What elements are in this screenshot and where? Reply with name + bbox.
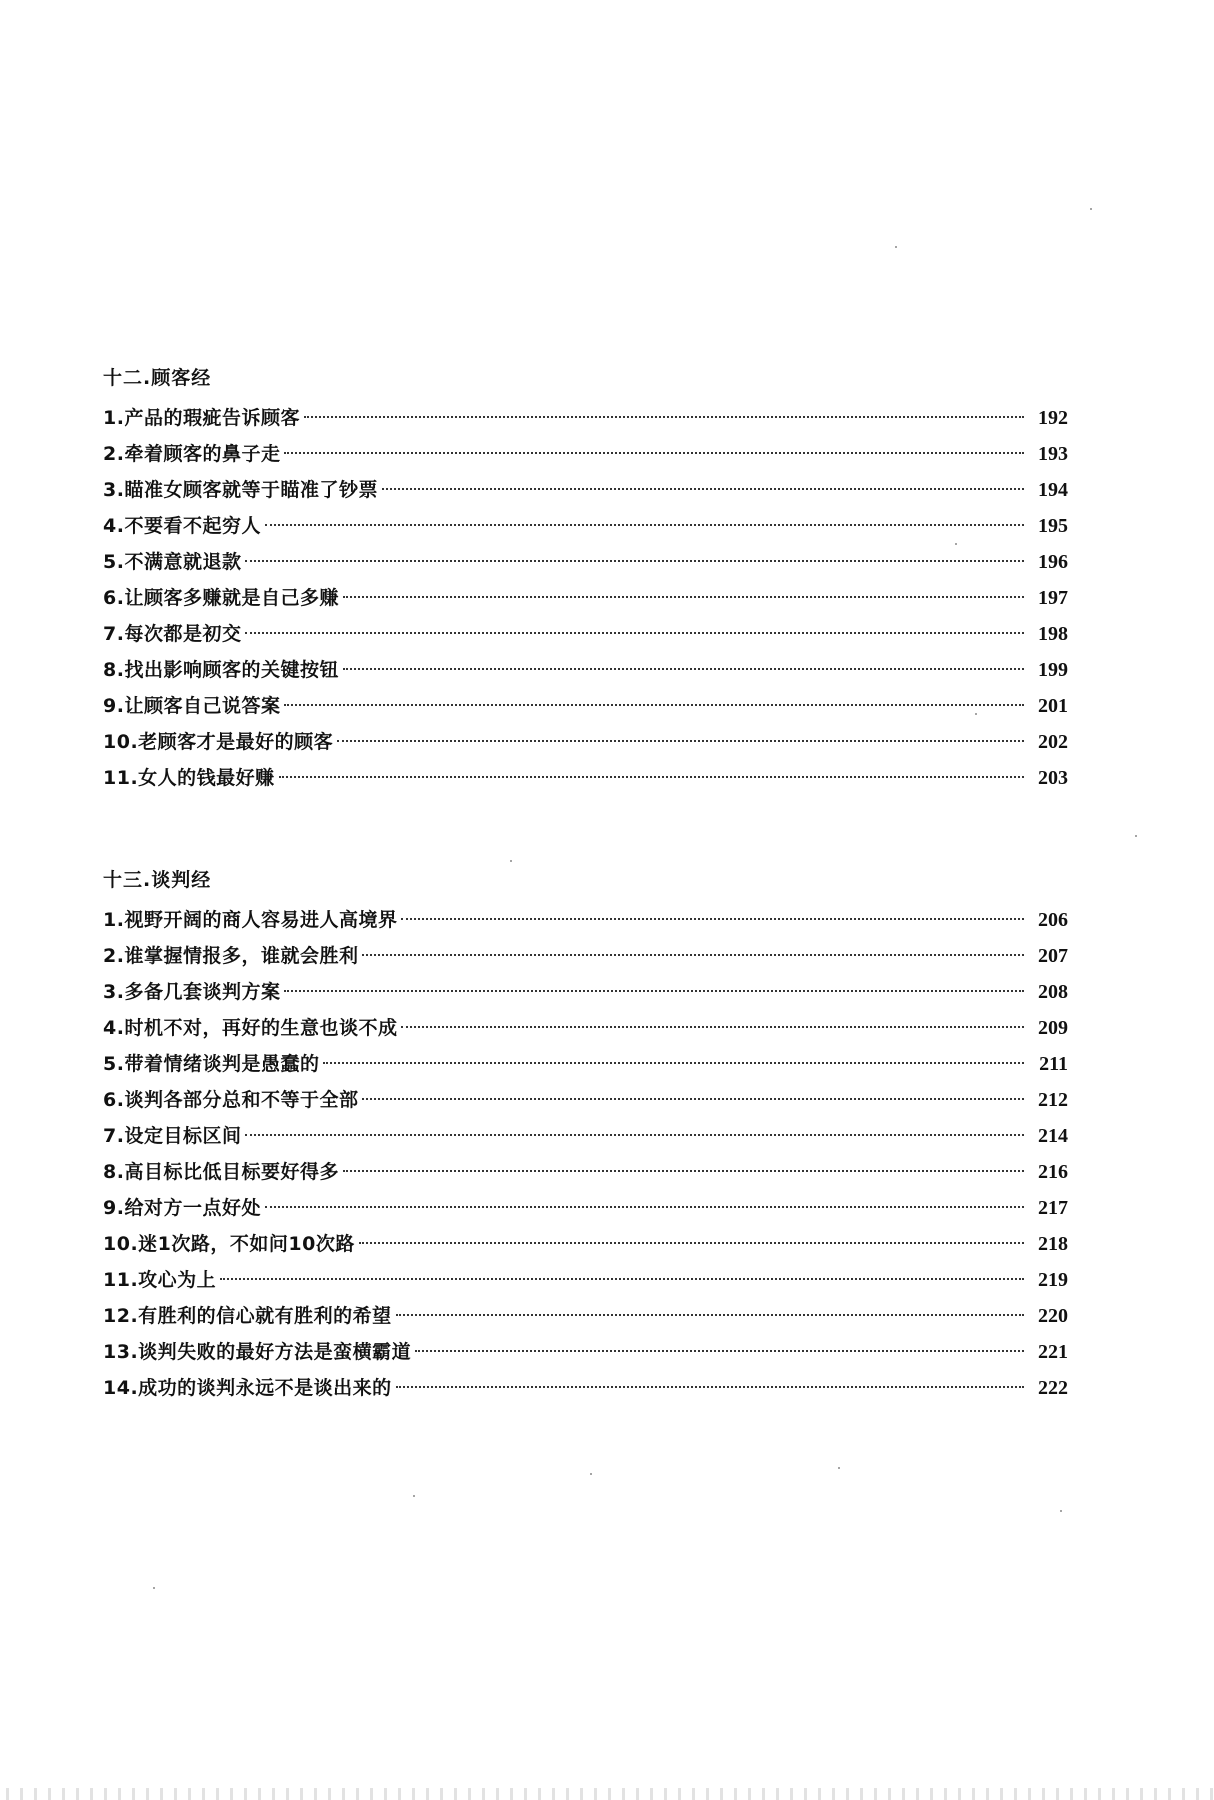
toc-entry-page-number: 206 [1038,909,1068,931]
toc-entry-page-number: 209 [1038,1017,1068,1039]
toc-entry-title: 11.攻心为上 [103,1269,217,1291]
dot-leader [343,1170,1024,1172]
toc-entry-title: 3.多备几套谈判方案 [103,981,281,1003]
dot-leader [245,560,1024,562]
toc-entry [103,1226,1068,1262]
dot-leader [245,1134,1024,1136]
dot-leader [337,740,1024,742]
scan-speck [1060,1510,1062,1512]
toc-entry-page-number: 194 [1038,479,1068,501]
toc-entry [103,1298,1068,1334]
toc-entry [103,1154,1068,1190]
toc-entry-title: 2.谁掌握情报多，谁就会胜利 [103,945,359,967]
toc-section-negotiation [103,865,1068,1406]
dot-leader [343,668,1024,670]
dot-leader [343,596,1024,598]
scan-edge-band [0,1788,1214,1800]
toc-entry [103,1118,1068,1154]
toc-entry-title: 10.迷1次路，不如问10次路 [103,1233,355,1255]
dot-leader [304,416,1024,418]
toc-entry-title: 12.有胜利的信心就有胜利的希望 [103,1305,392,1327]
toc-entry-page-number: 192 [1038,407,1068,429]
toc-entry-page-number: 193 [1038,443,1068,465]
dot-leader [362,954,1024,956]
toc-entry-page-number: 219 [1038,1269,1068,1291]
toc-entry-title: 8.找出影响顾客的关键按钮 [103,659,339,681]
dot-leader [401,1026,1024,1028]
toc-entry [103,724,1068,760]
scan-speck [590,1473,592,1475]
toc-entry-page-number: 195 [1038,515,1068,537]
toc-section-customers [103,363,1068,796]
toc-entry-page-number: 212 [1038,1089,1068,1111]
toc-entry-page-number: 196 [1038,551,1068,573]
scan-speck [153,1587,155,1589]
toc-entry-page-number: 217 [1038,1197,1068,1219]
toc-entry [103,652,1068,688]
toc-entry [103,400,1068,436]
toc-entry-list [103,902,1068,1406]
toc-entry [103,436,1068,472]
dot-leader [359,1242,1024,1244]
toc-entry-page-number: 211 [1039,1053,1068,1075]
dot-leader [382,488,1024,490]
toc-entry [103,760,1068,796]
toc-entry-title: 13.谈判失败的最好方法是蛮横霸道 [103,1341,412,1363]
section-heading: 十二.顾客经 [103,367,212,389]
toc-entry-title: 5.不满意就退款 [103,551,242,573]
toc-entry-title: 6.让顾客多赚就是自己多赚 [103,587,339,609]
toc-entry-title: 8.高目标比低目标要好得多 [103,1161,339,1183]
toc-entry-page-number: 199 [1038,659,1068,681]
toc-entry [103,902,1068,938]
dot-leader [396,1386,1024,1388]
toc-entry-title: 14.成功的谈判永远不是谈出来的 [103,1377,392,1399]
toc-entry [103,544,1068,580]
toc-entry-title: 1.视野开阔的商人容易进人高境界 [103,909,398,931]
toc-entry-page-number: 201 [1038,695,1068,717]
dot-leader [396,1314,1024,1316]
toc-entry [103,974,1068,1010]
toc-entry-page-number: 207 [1038,945,1068,967]
toc-entry-title: 3.瞄准女顾客就等于瞄准了钞票 [103,479,378,501]
toc-entry [103,1370,1068,1406]
toc-entry [103,1262,1068,1298]
dot-leader [284,704,1024,706]
dot-leader [415,1350,1024,1352]
toc-entry-title: 4.不要看不起穷人 [103,515,261,537]
toc-entry-page-number: 221 [1038,1341,1068,1363]
toc-entry-page-number: 218 [1038,1233,1068,1255]
toc-entry-page-number: 202 [1038,731,1068,753]
toc-entry [103,688,1068,724]
toc-entry-page-number: 203 [1038,767,1068,789]
toc-entry-title: 9.让顾客自己说答案 [103,695,281,717]
scan-speck [838,1467,840,1469]
dot-leader [362,1098,1024,1100]
dot-leader [220,1278,1024,1280]
toc-entry [103,1082,1068,1118]
scan-speck [975,713,977,715]
toc-entry-title: 2.牵着顾客的鼻子走 [103,443,281,465]
toc-entry [103,580,1068,616]
dot-leader [284,452,1024,454]
scan-speck [895,246,897,248]
toc-entry-title: 9.给对方一点好处 [103,1197,261,1219]
toc-entry-page-number: 220 [1038,1305,1068,1327]
dot-leader [401,918,1024,920]
dot-leader [284,990,1024,992]
scan-speck [1090,208,1092,210]
toc-entry [103,616,1068,652]
scan-speck [955,543,957,545]
toc-entry-title: 11.女人的钱最好赚 [103,767,275,789]
toc-entry-title: 5.带着情绪谈判是愚蠢的 [103,1053,320,1075]
toc-entry-page-number: 214 [1038,1125,1068,1147]
scan-speck [510,860,512,862]
toc-entry [103,1190,1068,1226]
toc-entry-title: 7.每次都是初交 [103,623,242,645]
toc-entry [103,1046,1068,1082]
toc-entry-page-number: 222 [1038,1377,1068,1399]
dot-leader [323,1062,1024,1064]
dot-leader [265,524,1024,526]
toc-entry-page-number: 198 [1038,623,1068,645]
toc-entry-page-number: 216 [1038,1161,1068,1183]
scan-speck [1135,835,1137,837]
toc-entry-title: 10.老顾客才是最好的顾客 [103,731,334,753]
dot-leader [245,632,1024,634]
toc-entry-list [103,400,1068,796]
section-heading: 十三.谈判经 [103,869,212,891]
toc-entry [103,1334,1068,1370]
toc-entry-title: 6.谈判各部分总和不等于全部 [103,1089,359,1111]
toc-entry [103,508,1068,544]
toc-entry-title: 1.产品的瑕疵告诉顾客 [103,407,300,429]
dot-leader [279,776,1024,778]
toc-entry-page-number: 197 [1038,587,1068,609]
toc-entry [103,938,1068,974]
toc-entry-page-number: 208 [1038,981,1068,1003]
toc-entry-title: 4.时机不对，再好的生意也谈不成 [103,1017,398,1039]
scan-speck [413,1495,415,1497]
toc-entry [103,472,1068,508]
dot-leader [265,1206,1024,1208]
toc-entry-title: 7.设定目标区间 [103,1125,242,1147]
toc-entry [103,1010,1068,1046]
